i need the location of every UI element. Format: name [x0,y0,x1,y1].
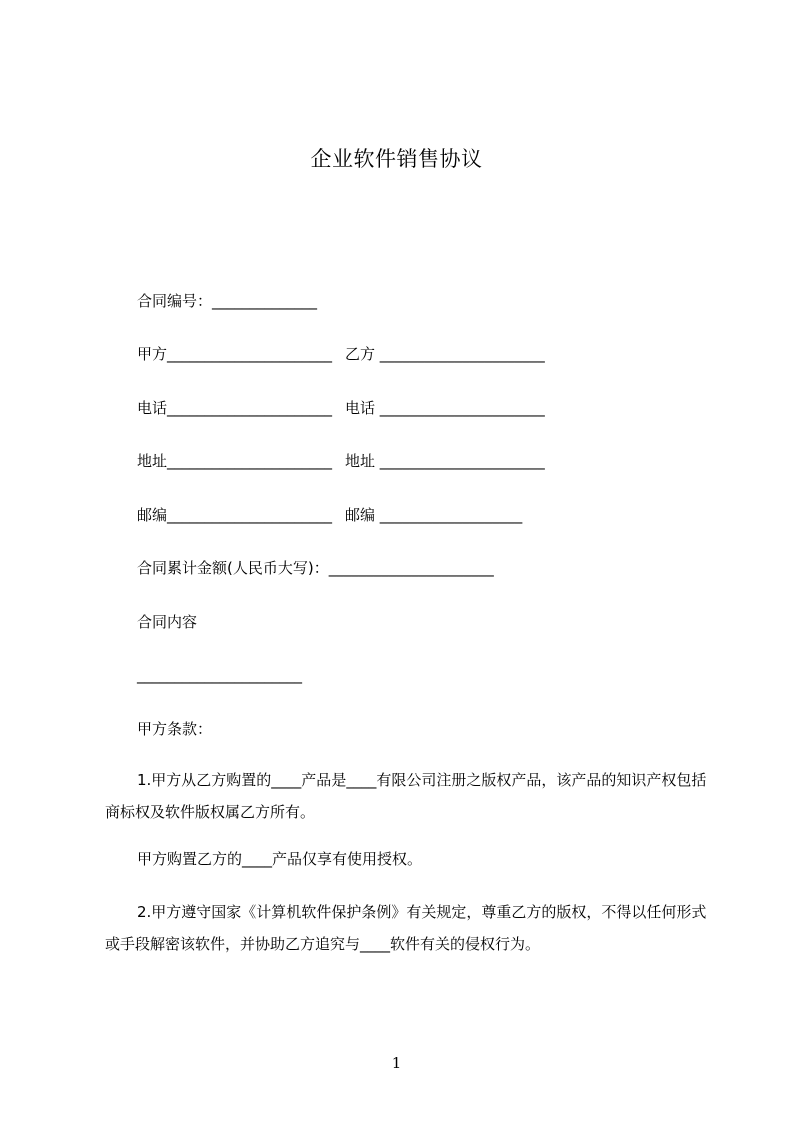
contract-content-blank: ______________________ [137,666,302,684]
contract-number-line: 合同编号：______________ [137,292,318,310]
party-a-line: 甲方______________________ [137,345,333,363]
address-b-line: 地址 ______________________ [345,452,545,470]
contract-content-label: 合同内容 [137,613,198,631]
clause-1-supplement: 甲方购置乙方的____产品仅享有使用授权。 [137,850,423,868]
phone-a-line: 电话______________________ [137,399,333,417]
party-a-terms-heading: 甲方条款： [137,720,213,738]
contract-amount-line: 合同累计金额(人民币大写)：______________________ [137,559,494,577]
page-number: 1 [391,1054,402,1072]
party-b-line: 乙方 ______________________ [345,345,545,363]
address-a-line: 地址______________________ [137,452,333,470]
clause-1: 1.甲方从乙方购置的____产品是____有限公司注册之版权产品，该产品的知识产权包括商标权及软件版权属乙方所有。 [105,771,707,821]
clause-2: 2.甲方遵守国家《计算机软件保护条例》有关规定，尊重乙方的版权，不得以任何形式或手段解密该软件，并协助乙方追究与____软件有关的侵权行为。 [105,903,707,953]
document-title: 企业软件销售协议 [310,147,483,171]
phone-b-line: 电话 ______________________ [345,399,545,417]
zip-b-line: 邮编 ___________________ [345,506,523,524]
zip-a-line: 邮编______________________ [137,506,333,524]
